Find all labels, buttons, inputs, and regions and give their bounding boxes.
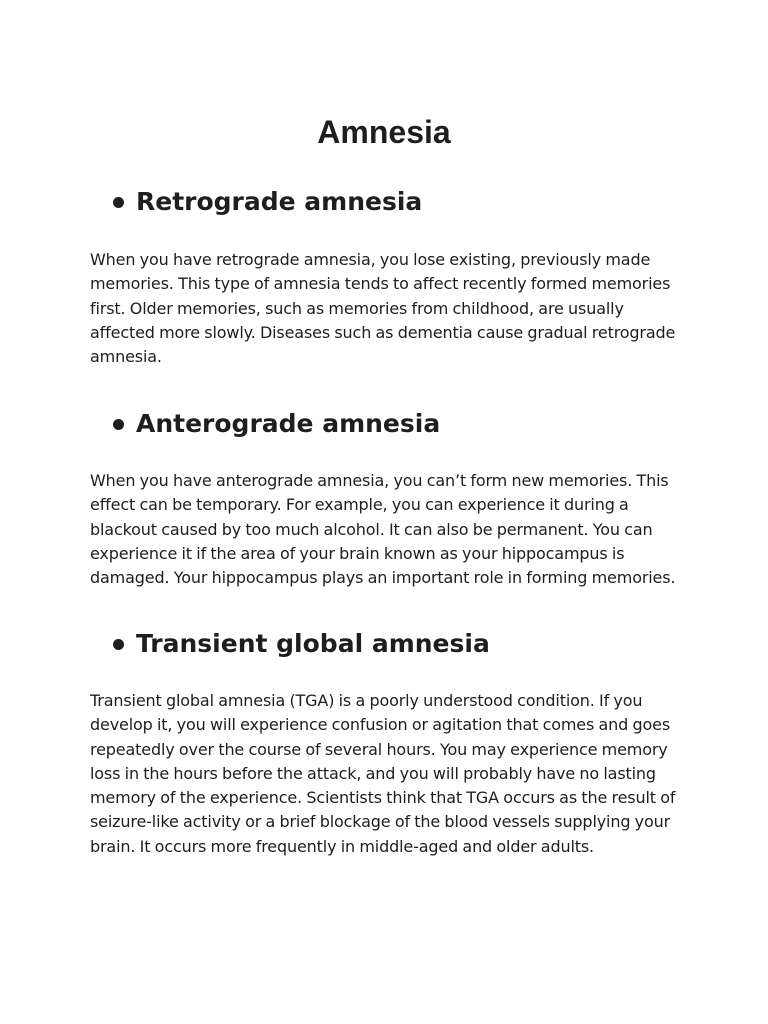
section-heading: Retrograde amnesia xyxy=(136,187,423,216)
section-heading: Anterograde amnesia xyxy=(136,409,441,438)
bullet-icon xyxy=(113,639,124,650)
section-body: When you have retrograde amnesia, you lose existing, previously made memories. This type of amnesia tends to affect recently formed memories first. Older memories, such as memories from childhood, are usually affected more slowly. Diseases such as dementia cause gradual retrograde amnesia. xyxy=(90,250,676,367)
page-title: Amnesia xyxy=(317,114,451,150)
section-heading: Transient global amnesia xyxy=(136,629,490,658)
bullet-icon xyxy=(113,197,124,208)
bullet-icon xyxy=(113,419,124,430)
section-body: When you have anterograde amnesia, you can’t form new memories. This effect can be temporary. For example, you can experience it during a blackout caused by too much alcohol. It can also be permanent. You can experience it if the area of your brain known as your hippocampus is damaged. Your hippocampus plays an important role in forming memories. xyxy=(90,471,676,588)
section-body: Transient global amnesia (TGA) is a poorly understood condition. If you develop it, you will experience confusion or agitation that comes and goes repeatedly over the course of several hours. You may experience memory loss in the hours before the attack, and you will probably have no lasting memory of the experience. Scientists think that TGA occurs as the result of seizure-like activity or a brief blockage of the blood vessels supplying your brain. It occurs more frequently in middle-aged and older adults. xyxy=(90,691,676,856)
